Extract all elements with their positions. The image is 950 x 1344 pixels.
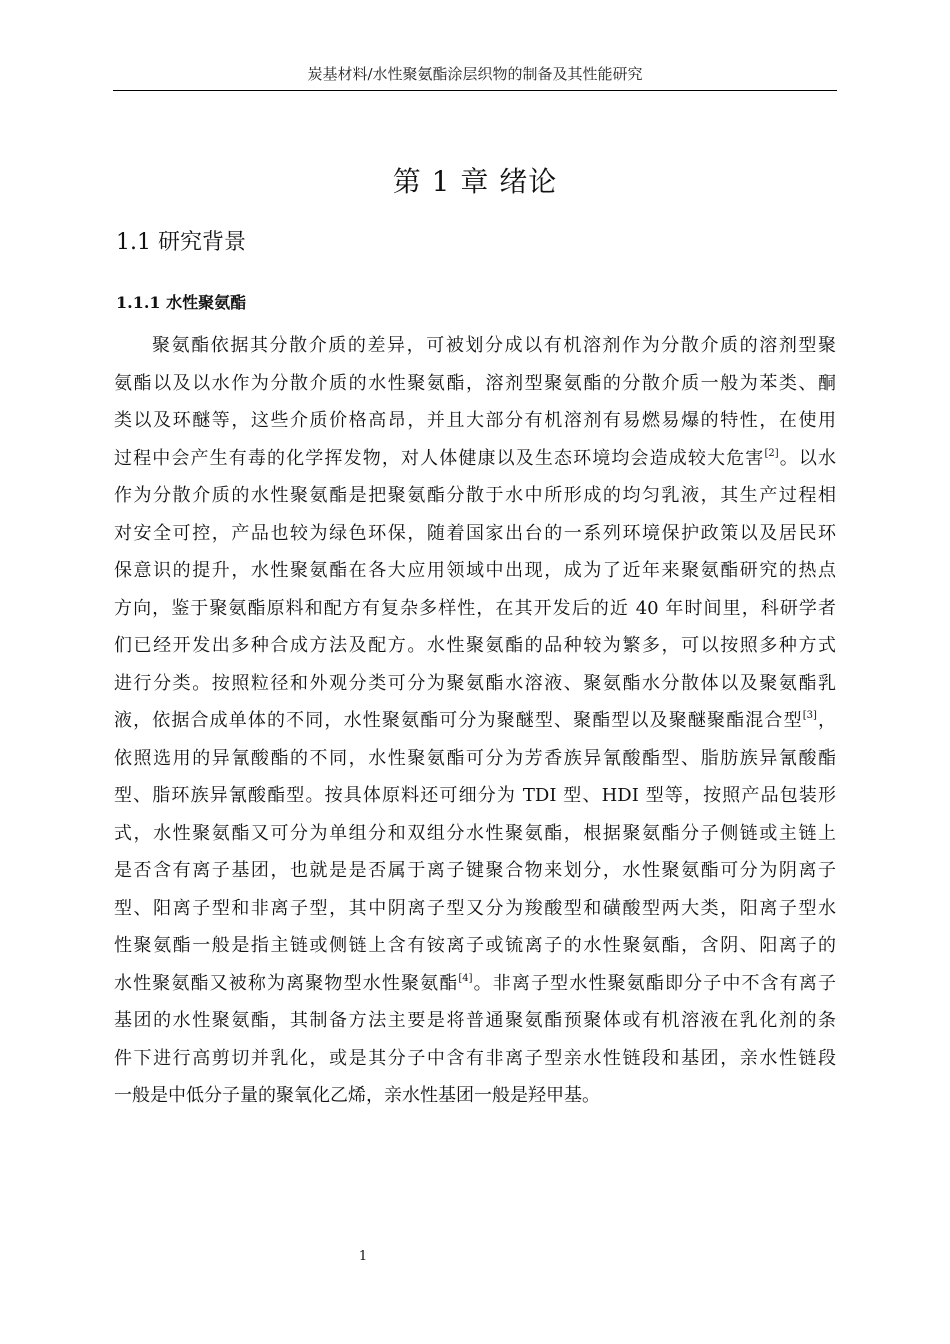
text-line: 型、脂环族异氰酸酯型。按具体原料还可细分为 TDI 型、HDI 型等，按照产品包装形 bbox=[114, 785, 836, 806]
running-header: 炭基材料/水性聚氨酯涂层织物的制备及其性能研究 bbox=[307, 65, 643, 83]
text-line: 聚氨酯依据其分散介质的差异，可被划分成以有机溶剂作为分散介质的溶剂型聚 bbox=[152, 335, 836, 356]
text-line bbox=[114, 702, 836, 740]
citation-4: [4] bbox=[458, 972, 473, 984]
text-line: 对安全可控，产品也较为绿色环保，随着国家出台的一系列环境保护政策以及居民环 bbox=[114, 522, 836, 544]
text-line: 进行分类。按照粒径和外观分类可分为聚氨酯水溶液、聚氨酯水分散体以及聚氨酯乳 bbox=[114, 672, 836, 694]
subsection-title: 1.1.1 水性聚氨酯 bbox=[116, 293, 247, 312]
text-line: 是否含有离子基团，也就是是否属于离子键聚合物来划分，水性聚氨酯可分为阴离子 bbox=[114, 860, 836, 881]
text-line bbox=[114, 965, 836, 1003]
text-segment: 。非离子型水性聚氨酯即分子中不含有离子 bbox=[472, 972, 837, 994]
text-line: 件下进行高剪切并乳化，或是其分子中含有非离子型亲水性链段和基团，亲水性链段 bbox=[114, 1047, 836, 1069]
header-rule bbox=[113, 90, 837, 91]
text-segment: ， bbox=[816, 710, 837, 731]
text-segment: 水性聚氨酯又被称为离聚物型水性聚氨酯 bbox=[114, 972, 459, 994]
chapter-title: 第 1 章 绪论 bbox=[392, 165, 558, 198]
citation-2: [2] bbox=[764, 447, 779, 459]
text-line: 式，水性聚氨酯又可分为单组分和双组分水性聚氨酯，根据聚氨酯分子侧链或主链上 bbox=[114, 822, 836, 844]
text-line: 性聚氨酯一般是指主链或侧链上含有铵离子或锍离子的水性聚氨酯，含阴、阳离子的 bbox=[114, 935, 836, 956]
text-segment: 过程中会产生有毒的化学挥发物，对人体健康以及生态环境均会造成较大危害 bbox=[114, 447, 765, 469]
text-line: 保意识的提升，水性聚氨酯在各大应用领域中出现，成为了近年来聚氨酯研究的热点 bbox=[114, 560, 836, 581]
text-line bbox=[114, 440, 836, 478]
text-line: 依照选用的异氰酸酯的不同，水性聚氨酯可分为芳香族异氰酸酯型、脂肪族异氰酸酯 bbox=[114, 747, 836, 769]
text-line: 基团的水性聚氨酯，其制备方法主要是将普通聚氨酯预聚体或有机溶液在乳化剂的条 bbox=[114, 1010, 836, 1031]
text-line: 一般是中低分子量的聚氧化乙烯，亲水性基团一般是羟甲基。 bbox=[114, 1085, 600, 1106]
text-line: 氨酯以及以水作为分散介质的水性聚氨酯，溶剂型聚氨酯的分散介质一般为苯类、酮 bbox=[114, 372, 836, 394]
citation-3: [3] bbox=[802, 710, 817, 721]
text-line: 方向，鉴于聚氨酯原料和配方有复杂多样性，在其开发后的近 40 年时间里，科研学者 bbox=[114, 597, 836, 619]
section-title: 1.1 研究背景 bbox=[116, 230, 246, 255]
text-line: 们已经开发出多种合成方法及配方。水性聚氨酯的品种较为繁多，可以按照多种方式 bbox=[114, 635, 836, 656]
text-line: 类以及环醚等，这些介质价格高昂，并且大部分有机溶剂有易燃易爆的特性，在使用 bbox=[114, 410, 836, 431]
text-segment: 液，依据合成单体的不同，水性聚氨酯可分为聚醚型、聚酯型以及聚醚聚酯混合型 bbox=[114, 710, 803, 731]
body-paragraph bbox=[114, 327, 836, 1115]
text-line: 型、阳离子型和非离子型，其中阴离子型又分为羧酸型和磺酸型两大类，阳离子型水 bbox=[114, 897, 836, 919]
page-number: 1 bbox=[358, 1249, 368, 1264]
text-line: 作为分散介质的水性聚氨酯是把聚氨酯分散于水中所形成的均匀乳液，其生产过程相 bbox=[114, 485, 836, 506]
text-segment: 。以水 bbox=[778, 447, 837, 469]
